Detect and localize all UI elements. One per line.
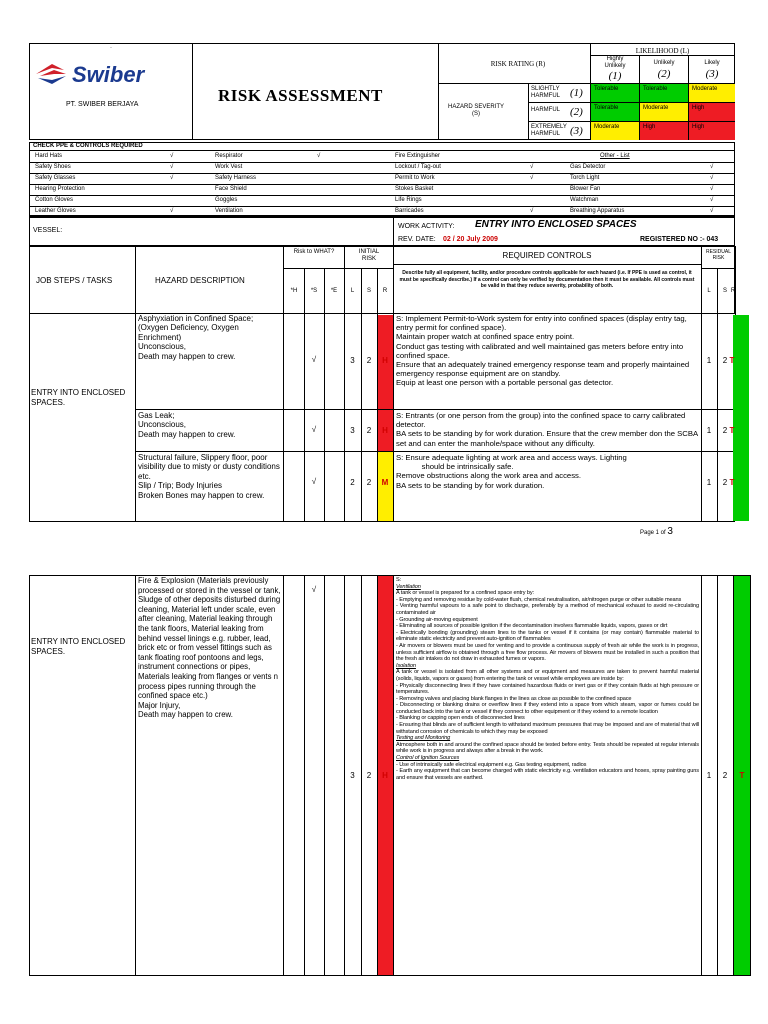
page2-rl: 1 [706, 771, 712, 780]
p1-row1-r: H [382, 356, 388, 365]
ppe-item-label: Cotton Gloves [35, 197, 74, 203]
ppe-check: √ [170, 208, 174, 214]
control-line: A tank or vessel is isolated from all other systems and or equipment and measures are taken to prevent harmful material (solids, liquids, vapors or gases) from entering the tank or vessel while employees are inside by: [396, 669, 699, 682]
p1-row2-rs: 2 [722, 426, 728, 435]
ppe-check: √ [710, 197, 714, 203]
ppe-item-label: Gas Detector [570, 164, 606, 170]
control-line: - Use of intrinsically safe electrical equipment e.g. Gas testing equipment, radios [396, 761, 587, 768]
control-line: - Eliminating all sources of possible ignition if the decontamination involves flammable liquids, vapors, gases or dirt [396, 623, 668, 630]
control-line: - Removing valves and placing blank flanges in the lines as close as possible to the confined space [396, 695, 632, 702]
ppe-item-label: Work Vest [215, 164, 243, 170]
ppe-check: √ [710, 208, 714, 214]
ppe-item-label: Safety Shoes [35, 164, 71, 170]
ppe-check: √ [170, 164, 174, 170]
control-line: - Emptying and removing residue by cold-water flush, chemical neutralisation, air/nitrogen purge or other suitable means [396, 596, 682, 603]
control-line: A tank or vessel is prepared for a confined space entry by: [396, 590, 535, 597]
ppe-check: √ [530, 175, 534, 181]
p1-residual-r-cell [733, 315, 749, 521]
page2-r: H [382, 771, 388, 780]
work-activity-label: WORK ACTIVITY: [398, 223, 455, 230]
ppe-item-label: Fire Extinguisher [395, 153, 441, 159]
control-line: - Venting harmful vapours to a safe point to discharge, preferably by a method of mechanical exhaust to avoid re-circulating contaminated air [396, 603, 699, 616]
header-mark: · [110, 45, 112, 51]
header-required-controls: REQUIRED CONTROLS [502, 251, 592, 260]
doc-title: RISK ASSESSMENT [218, 86, 383, 105]
ppe-check: √ [710, 175, 714, 181]
matrix-cell-1-2: Tolerable [640, 84, 688, 102]
ppe-check: √ [170, 175, 174, 181]
control-section-heading: Control of Ignition Sources [396, 755, 460, 762]
hazard-severity-label: HAZARD SEVERITY (S) [447, 104, 504, 117]
page2-l: 3 [350, 771, 355, 780]
company-logo [32, 60, 182, 100]
p1-row2-l: 3 [350, 426, 355, 435]
p1-row1-s: 2 [366, 356, 372, 365]
control-section-heading: Ventilation [396, 583, 421, 590]
matrix-cell-1-3: Moderate [689, 84, 735, 102]
p1-row3-h: √ [311, 477, 317, 486]
sev-row-1-num: (1) [570, 87, 583, 99]
matrix-cell-2-2: Moderate [640, 103, 688, 121]
header-s: *S [310, 288, 318, 294]
ppe-item-label: Blower Fan [570, 186, 601, 192]
matrix-cell-3-3: High [689, 122, 735, 140]
ppe-item-label: Breathing Apparatus [570, 208, 625, 214]
ppe-item-label: Barricades [395, 208, 424, 214]
p1-row2-h: √ [311, 425, 317, 434]
control-line: - Physically disconnecting lines if they have contained hazardous fluids or inert gas or if they contain fluids at high pressure or temperatures. [396, 682, 699, 696]
page-number-label: Page 1 of [640, 530, 666, 536]
ppe-item-label: Life Rings [395, 197, 422, 203]
sev-row-3-num: (3) [570, 125, 583, 137]
control-line: S: [396, 577, 402, 583]
ppe-item-label: Torch Light [570, 175, 600, 181]
lik-col-2: Unlikely (2) [653, 60, 675, 80]
p1-row1-rs: 2 [722, 356, 728, 365]
p1-row3-s: 2 [366, 478, 372, 487]
p1-row1-rr: T [729, 356, 735, 365]
ppe-item-label: Safety Harness [215, 175, 257, 181]
p1-row3-rl: 1 [706, 478, 712, 487]
matrix-cell-2-3: High [689, 103, 735, 121]
p1-row2-hazard: Gas Leak; Unconscious, Death may happen to crew. [138, 411, 236, 439]
control-line: - Grounding air-moving equipment [396, 616, 478, 623]
ppe-check: √ [530, 164, 534, 170]
ppe-item-label: Goggles [215, 197, 238, 203]
header-h: *H [290, 288, 298, 294]
ppe-item-label: Ventilation [215, 208, 243, 214]
ppe-item-label: Watchman [570, 197, 599, 203]
page-number-total: 3 [667, 526, 673, 537]
lik-col-3: Likely (3) [704, 60, 720, 80]
header-sev: S [366, 288, 371, 294]
page-number [640, 526, 673, 537]
control-line: - Air movers or blowers must be used for venting and to provide a continuous supply of fresh air while the work is in progress, unless sufficient airflow is obtained through a free flow process. Air movers of blowers must be installed in such a position that the fresh air intakes do not draw in exhausted fumes or vapors. [396, 642, 699, 663]
p1-row1-hazard: Asphyxiation in Confined Space; (Oxygen Deficiency, Oxygen Enrichment) Unconscious, Death may happen to crew. [138, 314, 254, 361]
p1-row3-controls: S: Ensure adequate lighting at work area and access ways. Lighting should be intrinsically safe. Remove obstructions along the work area and access. BA sets to be standing by for work duration. [396, 453, 627, 490]
header-res-r: R [730, 288, 736, 294]
header-res-s: S [722, 288, 727, 294]
page2-s: 2 [366, 771, 372, 780]
header-controls-note: Describe fully all equipment, facility, and/or procedure controls applicable for each hazard (i.e. If PPE is used as control, it must be specifically describe.) If a control can only be verified by documentation then it must be available. All controls must be valid in that they reduce severity, probability of both. [399, 270, 695, 289]
ppe-item-label: Leather Gloves [35, 208, 76, 214]
header-hazard: HAZARD DESCRIPTION [155, 276, 245, 285]
control-section-heading: Isolation [396, 662, 416, 669]
p1-row1-controls: S: Implement Permit-to-Work system for entry into confined spaces (display entry tag, entry permit for confined space). Maintain proper watch at confined space entry point. Conduct gas testing with calibrated and well maintained gas meters before entry into confined space. Ensure that an adequately trained emergency response team and properly maintained emergency response equipment are on standby. Equip at least one person with a portable personal gas detector. [396, 314, 690, 388]
matrix-cell-2-1: Tolerable [591, 103, 639, 121]
logo-text: Swiber [72, 62, 145, 87]
ppe-check: √ [710, 164, 714, 170]
matrix-cell-3-1: Moderate [591, 122, 639, 140]
ppe-check: √ [317, 153, 321, 159]
work-activity-value: ENTRY INTO ENCLOSED SPACES [475, 219, 637, 230]
ppe-item-label: Safety Glasses [35, 175, 76, 181]
header-e: *E [330, 288, 338, 294]
page2-controls [396, 577, 699, 781]
p1-row1-h: √ [311, 355, 317, 364]
header-l: L [350, 288, 355, 294]
ppe-item-label: Permit to Work [395, 175, 435, 181]
page1-job-step: ENTRY INTO ENCLOSED SPACES. [31, 388, 126, 407]
p1-row3-rs: 2 [722, 478, 728, 487]
sev-row-2-num: (2) [570, 106, 583, 118]
company-name: PT. SWIBER BERJAYA [66, 101, 139, 108]
rev-date-value: 02 / 20 July 2009 [443, 236, 498, 243]
page2-rr: T [739, 771, 745, 780]
control-section-heading: Testing and Monitoring [396, 735, 451, 742]
ppe-check: √ [170, 153, 174, 159]
lik-col-1: Highly Unlikely (1) [604, 56, 626, 82]
ppe-item-label: Lockout / Tag-out [395, 164, 441, 170]
matrix-cell-1-1: Tolerable [591, 84, 639, 102]
ppe-item-label: Hearing Protection [35, 186, 85, 192]
p1-row3-hazard: Structural failure, Slippery floor, poor visibility due to misty or dusty conditions etc. Slip / Trip; Body Injuries Broken Bones may happen to crew. [138, 453, 280, 500]
ppe-item-label: Other - List [600, 153, 630, 159]
control-line: - Electrically bonding (grounding) steam lines to the tanks or vessel if it contains (or may contain) flammable material to eliminate static electricity and prevent auto-ignition of flammables [396, 629, 699, 643]
likelihood-label: LIKELIHOOD (L) [635, 47, 690, 55]
ppe-item-label: Face Shield [215, 186, 247, 192]
p1-row2-rl: 1 [706, 426, 712, 435]
control-line: Atmosphere both in and around the confined space should be tested before entry. Tests should be repeated at regular intervals while work is in progress and always after a break in the work. [396, 741, 699, 755]
header-res-l: L [707, 288, 711, 294]
header-initial-risk: INITIAL RISK [358, 249, 380, 262]
control-line: - Blanking or capping open ends of disconnected lines [396, 715, 525, 722]
sev-row-3-label: EXTREMELY HARMFUL [531, 124, 567, 137]
sev-row-2-label: HARMFUL [531, 107, 561, 113]
vessel-label: VESSEL: [33, 227, 63, 234]
page2-hazard: Fire & Explosion (Materials previously processed or stored in the vessel or tank, Sludge of other deposits disturbed during cleaning, Material left under scale, even after cleaning, Material leaking through the tank floors, Material leaking from behind vessel linings e.g. rubber, lead, brick etc or from vessel fittings such as tank floating roof pontoons and legs, instrument connections or pipes, Materials leaking from flanges or vents n process pipes running through the confined space etc.) Major Injury, Death may happen to crew. [138, 576, 281, 720]
ppe-item-label: Hard Hats [35, 153, 63, 159]
ppe-item-label: Stokes Basket [395, 186, 434, 192]
p1-row2-rr: T [729, 426, 735, 435]
page2-h: √ [311, 585, 317, 594]
control-line: - Ensuring that blinds are of sufficient length to withstand maximum pressures that may be imposed and are of material that will withstand corrosion of chemicals to which they may be exposed [396, 722, 699, 735]
risk-rating-label: RISK RATING (R) [490, 60, 546, 68]
ppe-item-label: Respirator [215, 153, 243, 159]
header-residual: RESIDUAL RISK [705, 249, 731, 261]
ppe-check: √ [530, 208, 534, 214]
control-line: - Disconnecting or blanking drains or overflow lines if they extend into a space from which steam, vapor or fumes could be conducted back into the tank or vessel if they connect to other equipment or if they extend to a remote location [396, 702, 699, 715]
ppe-title: CHECK PPE & CONTROLS REQUIRED [33, 143, 143, 149]
p1-row2-controls: S: Entrants (or one person from the group) into the confined space to carry calibrated detector. BA sets to be standing by for work duration. Ensure that the crew member don the SCBA set and can enter the manhole/space without any difficulty. [396, 411, 698, 448]
header-risk-to: Risk to WHAT? [293, 249, 335, 255]
rev-date-label: REV. DATE: [398, 236, 436, 243]
ppe-check: √ [710, 186, 714, 192]
header-r: R [382, 288, 388, 294]
p1-row3-r: M [381, 478, 389, 487]
p1-row3-rr: T [729, 478, 735, 487]
p1-row1-rl: 1 [706, 356, 712, 365]
registered-no: REGISTERED NO :- 043 [640, 236, 719, 243]
control-line: - Earth any equipment that can become charged with static electricity e.g. ventilation educators and hoses, spray painting guns and ensure that vessels are earthed. [396, 768, 699, 781]
sev-row-1-label: SLIGHTLY HARMFUL [531, 86, 561, 99]
matrix-cell-3-2: High [640, 122, 688, 140]
p1-row1-l: 3 [350, 356, 355, 365]
p1-row2-s: 2 [366, 426, 372, 435]
p1-row3-l: 2 [350, 478, 355, 487]
page2-rs: 2 [722, 771, 728, 780]
header-job-steps: JOB STEPS / TASKS [36, 276, 113, 285]
page2-job-step: ENTRY INTO ENCLOSED SPACES. [31, 637, 126, 656]
p1-row2-r: H [382, 426, 388, 435]
